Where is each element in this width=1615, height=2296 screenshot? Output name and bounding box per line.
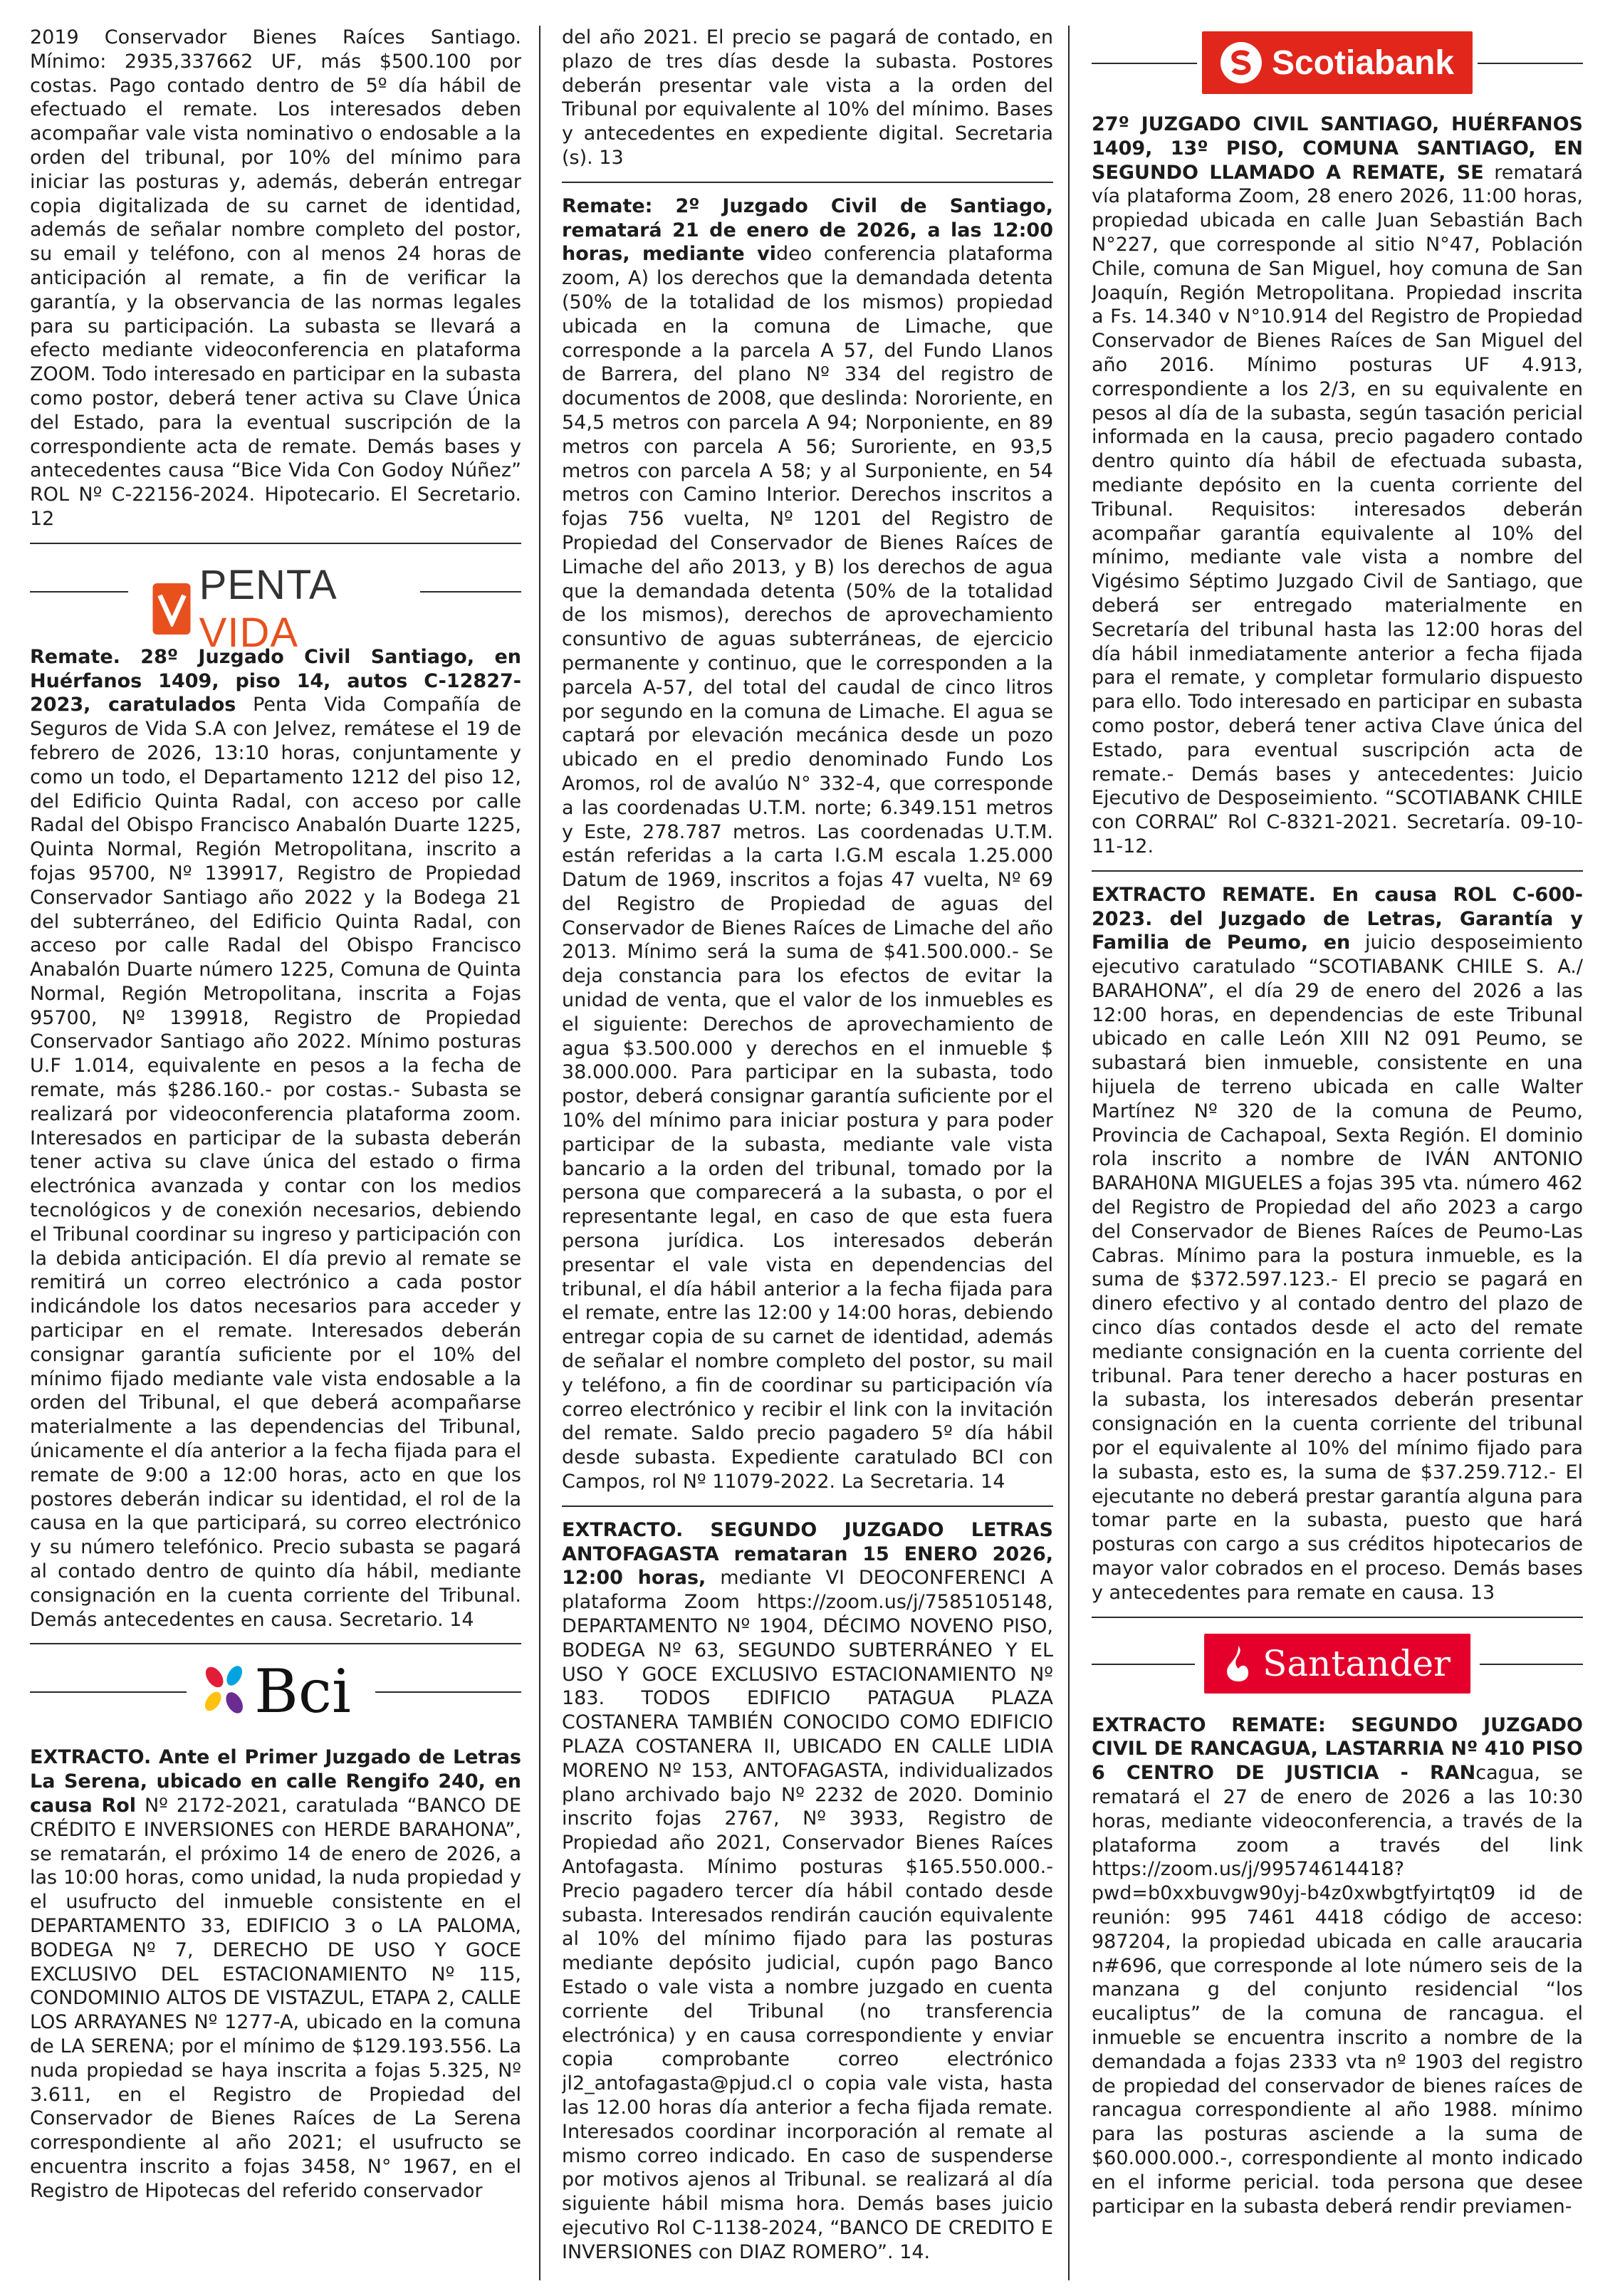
pentavida-logo-row	[30, 555, 521, 656]
separator	[1092, 1617, 1583, 1618]
pentavida-mark-icon	[153, 583, 191, 635]
notice-bci-la-serena: EXTRACTO. Ante el Primer Juzgado de Letras La Serena, ubicado en calle Rengifo 240, en causa Rol Nº 2172-2021, caratulada “BANCO DE CRÉDITO E INVERSIONES con HERDE BARAHONA”, se rematarán, el próximo 14 de enero de 2026, a las 10:00 horas, como unidad, la nuda propiedad y el usufructo del inmueble consistente en el DEPARTAMENTO 33, EDIFICIO 3 o LA PALOMA, BODEGA Nº 7, DERECHO DE USO Y GOCE EXCLUSIVO DEL ESTACIONAMIENTO Nº 115, CONDOMINIO ALTOS DE VISTAZUL, ETAPA 2, CALLE LOS ARRAYANES Nº 1277-A, ubicado en la comuna de LA SERENA; por el mínimo de $129.193.556. La nuda propiedad se haya inscrita a fojas 5.325, Nº 3.611, en el Registro de Propiedad del Conservador de Bienes Raíces de La Serena correspondiente al año 2021; el usufructo se encuentra inscrito a fojas 3458, N° 1967, en el Registro de Hipotecas del referido conservador	[30, 1746, 521, 2202]
bci-logo	[200, 1656, 351, 1727]
column-2	[562, 26, 1053, 2290]
column-3	[1092, 26, 1583, 2290]
column-rule	[1068, 26, 1070, 2280]
bci-wordmark: Bci	[254, 1656, 351, 1727]
bci-star-icon	[200, 1664, 250, 1718]
santander-logo-row	[1092, 1629, 1583, 1698]
santander-logo	[1204, 1634, 1470, 1694]
bci-logo-row	[30, 1656, 521, 1727]
scotiabank-wordmark: Scotiabank	[1271, 43, 1455, 82]
pentavida-wordmark: PENTA VIDA	[199, 561, 335, 656]
separator	[562, 182, 1053, 183]
scotiabank-logo	[1202, 31, 1473, 94]
notice-penta-vida: Remate. 28º Juzgado Civil Santiago, en Huérfanos 1409, piso 14, autos C-12827-2023, caratulados Penta Vida Compañía de Seguros de Vida S.A con Jelvez, remátese el 19 de febrero de 2026, 13:10 horas, conjuntamente y como un todo, el Departamento 1212 del piso 12, del Edificio Quinta Radal, con acceso por calle Radal del Obispo Francisco Anabalón Duarte 1225, Quinta Normal, Región Metropolitana, inscrito a fojas 95700, Nº 139917, Registro de Propiedad Conservador Santiago año 2022 y la Bodega 21 del subterráneo, del Edificio Quinta Radal, con acceso por calle Radal del Obispo Francisco Anabalón Duarte número 1225, Comuna de Quinta Normal, Región Metropolitana, inscrita a Fojas 95700, Nº 139918, Registro de Propiedad Conservador Santiago año 2022. Mínimo posturas U.F 1.014, equivalente en pesos a la fecha de remate, más $286.160.- por costas.- Subasta se realizará por videoconferencia plataforma zoom. Interesados en participar de la subasta deberán tener activa su clave única del estado o firma electrónica avanzada y contar con los medios tecnológicos y de conexión necesarios, debiendo el Tribunal coordinar su ingreso y participación con la debida anticipación. El día previo al remate se remitirá un correo electrónico a cada postor indicándole los datos necesarios para acceder y participar en el remate. Interesados deberán consignar garantía suficiente por el 10% del mínimo fijado mediante vale vista endosable a la orden del Tribunal, el que deberá acompañarse materialmente a las dependencias del Tribunal, únicamente el día anterior a la fecha fijada para el remate de 9:00 a 12:00 horas, acto en que los postores deberán indicar su identidad, el rol de la causa en la que participará, su correo electrónico y su número telefónico. Precio subasta se pagará al contado dentro de quinto día hábil, mediante consignación en la cuenta corriente del Tribunal. Demás antecedentes en causa. Secretario. 14	[30, 645, 521, 1631]
scotiabank-s-icon	[1221, 42, 1262, 83]
santander-wordmark: Santander	[1263, 1642, 1451, 1684]
notice-continuation: del año 2021. El precio se pagará de contado, en plazo de tres días desde la subasta. Postores deberán presentar vale vista a la orden del Tribunal por equivalente al 10% del mínimo. Bases y antecedentes en expediente digital. Secretaria (s). 13	[562, 26, 1053, 169]
column-1	[30, 26, 521, 2290]
santander-flame-icon	[1224, 1644, 1253, 1683]
separator	[562, 1506, 1053, 1507]
scotiabank-logo-row	[1092, 26, 1583, 100]
separator	[30, 543, 521, 544]
notice-bice-vida: 2019 Conservador Bienes Raíces Santiago. Mínimo: 2935,337662 UF, más $500.100 por costas. Pago contado dentro de 5º día hábil de efectuado el remate. Los interesados deben acompañar vale vista nominativo o endosable a la orden del tribunal, por 10% del mínimo para iniciar las posturas y, además, deberán entregar copia digitalizada de su carnet de identidad, además de señalar nombre completo del postor, su email y teléfono, con al menos 24 horas de anticipación al remate, a fin de verificar la garantía, y la observancia de las normas legales para su participación. La subasta se llevará a efecto mediante videoconferencia en plataforma ZOOM. Todo interesado en participar en la subasta como postor, deberá tener activa su Clave Única del Estado, para la eventual suscripción de la correspondiente acta de remate. Demás bases y antecedentes causa “Bice Vida Con Godoy Núñez” ROL Nº C-22156-2024. Hipotecario. El Secretario. 12	[30, 26, 521, 530]
column-rule	[539, 26, 540, 2280]
separator	[30, 1643, 521, 1644]
notice-antofagasta: EXTRACTO. SEGUNDO JUZGADO LETRAS ANTOFAGASTA remataran 15 ENERO 2026, 12:00 horas, mediante VI DEOCONFERENCI A plataforma Zoom https://zoom.us/j/7585105148, DEPARTAMENTO Nº 1904, DÉCIMO NOVENO PISO, BODEGA Nº 63, SEGUNDO SUBTERRÁNEO Y EL USO Y GOCE EXCLUSIVO ESTACIONAMIENTO Nº 183. TODOS EDIFICIO PATAGUA PLAZA COSTANERA TAMBIÉN CONOCIDO COMO EDIFICIO PLAZA COSTANERA II, UBICADO EN CALLE LIDIA MORENO Nº 153, ANTOFAGASTA, individualizados plano archivado bajo Nº 2232 de 2020. Dominio inscrito fojas 2767, Nº 3933, Registro de Propiedad año 2021, Conservador Bienes Raíces Antofagasta. Mínimo posturas $165.550.000.- Precio pagadero tercer día hábil contado desde subasta. Interesados rendirán caución equivalente al 10% del mínimo fijado para las posturas mediante depósito judicial, cupón pago Banco Estado o vale vista a nombre juzgado en cuenta corriente del Tribunal (no transferencia electrónica) y en causa correspondiente y enviar copia comprobante correo electrónico jl2_antofagasta@pjud.cl o copia vale vista, hasta las 12.00 horas día anterior a fecha fijada remate. Interesados coordinar incorporación al remate al mismo correo indicado. En caso de suspenderse por motivos ajenos al Tribunal. se realizará al día siguiente hábil misma hora. Demás bases juicio ejecutivo Rol C-1138-2024, “BANCO DE CREDITO E INVERSIONES con DIAZ ROMERO”. 14.	[562, 1518, 1053, 2263]
notice-limache: Remate: 2º Juzgado Civil de Santiago, rematará 21 de enero de 2026, a las 12:00 horas, mediante video conferencia plataforma zoom, A) los derechos que la demandada detenta (50% de la totalidad de los mismos) propiedad ubicada en la comuna de Limache, que corresponde a la parcela A 57, del Fundo Llanos de Barrera, del plano Nº 334 del registro de documentos de 2008, que deslinda: Nororiente, en 54,5 metros con parcela A 94; Norponiente, en 89 metros con parcela A 56; Suroriente, en 93,5 metros con parcela A 58; y al Surponiente, en 54 metros con Camino Interior. Derechos inscritos a fojas 756 vuelta, Nº 1201 del Registro de Propiedad del Conservador de Bienes Raíces de Limache del año 2013, y B) los derechos de agua que la demandada detenta (50% de la totalidad de los mismos), derechos de aprovechamiento consuntivo de aguas subterráneas, de ejercicio permanente y continuo, que le corresponden a la parcela A-57, del total del caudal de cinco litros por segundo en la comuna de Limache. El agua se captará por elevación mecánica desde un pozo ubicado en el predio denominado Fundo Los Aromos, rol de avalúo N° 332-4, que corresponde a las coordenadas U.T.M. norte; 6.349.151 metros y Este, 278.787 metros. Las coordenadas U.T.M. están referidas a la carta I.G.M escala 1.25.000 Datum de 1969, inscritos a fojas 47 vuelta, Nº 69 del Registro de Propiedad de aguas del Conservador de Bienes Raíces de Limache del año 2013. Mínimo será la suma de $41.500.000.- Se deja constancia para los efectos de evitar la unidad de venta, que el valor de los inmuebles es el siguiente: Derechos de aprovechamiento de agua $3.500.000 y derechos en el inmueble $ 38.000.000. Para participar en la subasta, todo postor, deberá consignar garantía suficiente por el 10% del mínimo para iniciar postura y para poder participar de la subasta, mediante vale vista bancario a la orden del tribunal, tomado por la persona que comparecerá a la subasta, o por el representante legal, en caso de que esta fuera persona jurídica. Los interesados deberán presentar el vale vista en dependencias del tribunal, el día hábil anterior a la fecha fijada para el remate, entre las 12:00 y 14:00 horas, debiendo entregar copia de su carnet de identidad, además de señalar el nombre completo del postor, su mail y teléfono, a fin de coordinar su participación vía correo electrónico y recibir el link con la invitación del remate. Saldo precio pagadero 5º día hábil desde subasta. Expediente caratulado BCI con Campos, rol Nº 11079-2022. La Secretaria. 14	[562, 194, 1053, 1493]
notice-scotiabank-santiago: 27º JUZGADO CIVIL SANTIAGO, HUÉRFANOS 1409, 13º PISO, COMUNA SANTIAGO, EN SEGUNDO LLAMADO A REMATE, SE rematará vía plataforma Zoom, 28 enero 2026, 11:00 horas, propiedad ubicada en calle Juan Sebastián Bach N°227, que corresponde al sitio N°47, Población Chile, comuna de San Miguel, hoy comuna de San Joaquín, Región Metropolitana. Propiedad inscrita a Fs. 14.340 v N°10.914 del Registro de Propiedad Conservador de Bienes Raíces de San Miguel del año 2016. Mínimo posturas UF 4.913, correspondiente a los 2/3, en su equivalente en pesos al día de la subasta, según tasación pericial informada en la causa, precio pagadero contado dentro quinto día hábil de efectuada subasta, mediante depósito en la cuenta corriente del Tribunal. Requisitos: interesados deberán acompañar garantía equivalente al 10% del mínimo, mediante vale vista a nombre del Vigésimo Séptimo Juzgado Civil de Santiago, que deberá ser entregado materialmente en Secretaría del tribunal hasta las 12:00 horas del día hábil inmediatamente anterior a fecha fijada para el remate, y completar formulario dispuesto para ello. Todo interesado en participar en subasta como postor, deberá tener activa Clave única del Estado, para eventual suscripción acta de remate.- Demás bases y antecedentes: Juicio Ejecutivo de Desposeimiento. “SCOTIABANK CHILE con CORRAL” Rol C-8321-2021. Secretaría. 09-10-11-12.	[1092, 113, 1583, 857]
notice-santander-rancagua: EXTRACTO REMATE: SEGUNDO JUZGADO CIVIL DE RANCAGUA, LASTARRIA Nº 410 PISO 6 CENTRO DE JUSTICIA - RANcagua, se rematará el 27 de enero de 2026 a las 10:30 horas, mediante videoconferencia, a través de la plataforma zoom a través del link https://zoom.us/j/99574614418?pwd=b0xxbuvgw90yj-b4z0xwbgtfyirtqt09 id de reunión: 995 7461 4418 código de acceso: 987204, la propiedad ubicada en calle araucaria n#696, que corresponde al lote número seis de la manzana g del conjunto residencial “los eucaliptus” de la comuna de rancagua. el inmueble se encuentra inscrito a nombre de la demandada a fojas 2333 vta nº 1903 del registro de propiedad del conservador de bienes raíces de rancagua correspondiente al año 1988. mínimo para las posturas asciende a la suma de $60.000.000.-, correspondiente al monto indicado en el informe pericial. toda persona que desee participar en la subasta deberá rendir previamen-	[1092, 1713, 1583, 2218]
separator	[1092, 870, 1583, 872]
notice-scotiabank-peumo: EXTRACTO REMATE. En causa ROL C-600-2023. del Juzgado de Letras, Garantía y Familia de Peumo, en juicio desposeimiento ejecutivo caratulado “SCOTIABANK CHILE S. A./ BARAHONA”, el día 29 de enero del 2026 a las 12:00 horas, en dependencias de este Tribunal ubicado en calle León XIII N2 091 Peumo, se subastará bien inmueble, consistente en una hijuela de terreno ubicada en calle Walter Martínez Nº 320 de la comuna de Peumo, Provincia de Cachapoal, Sexta Región. El dominio rola inscrito a nombre de IVÁN ANTONIO BARAH0NA MIGUELES a fojas 395 vta. número 462 del Registro de Propiedad del año 2023 a cargo del Conservador de Bienes Raíces de Peumo-Las Cabras. Mínimo para la postura inmueble, es la suma de $372.597.123.- El precio se pagará en dinero efectivo y al contado dentro del plazo de cinco días contados desde el acto del remate mediante consignación en la cuenta corriente del tribunal. Para tener derecho a hacer posturas en la subasta, los interesados deberán presentar consignación en la cuenta corriente del tribunal por el equivalente al 10% del mínimo fijado para la subasta, esto es, la suma de $37.259.712.- El ejecutante no deberá prestar garantía alguna para tomar parte en la subasta, puesto que hará posturas con cargo a sus créditos hipotecarios de mayor valor cobrados en el proceso. Demás bases y antecedentes para remate en causa. 13	[1092, 883, 1583, 1604]
pentavida-logo	[153, 561, 399, 657]
